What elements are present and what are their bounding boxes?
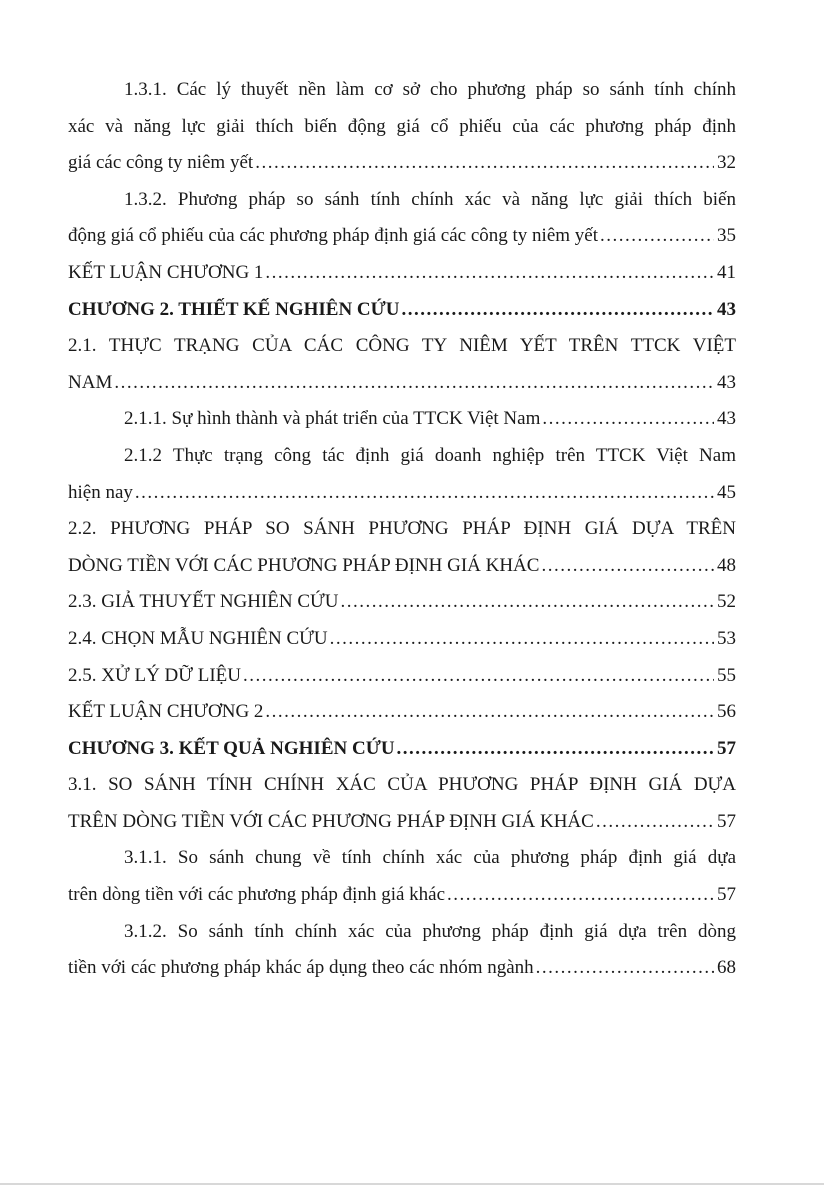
dot-leader bbox=[341, 584, 714, 621]
toc-entry-2-3 bbox=[68, 584, 736, 621]
dot-leader bbox=[542, 401, 714, 438]
dot-leader bbox=[135, 475, 714, 512]
toc-entry-2-5 bbox=[68, 658, 736, 695]
toc-entry-ket-luan-1 bbox=[68, 255, 736, 292]
toc-page-number: 43 bbox=[717, 408, 736, 430]
dot-leader bbox=[402, 292, 715, 329]
toc-page-number: 57 bbox=[717, 737, 736, 759]
toc-entry-2-4 bbox=[68, 621, 736, 658]
toc-entry-text-line: 2.1.2 Thực trạng công tác định giá doanh nghiệp trên TTCK Việt Nam bbox=[124, 444, 736, 466]
toc-entry-title: động giá cổ phiếu của các phương pháp định giá các công ty niêm yết bbox=[68, 225, 599, 247]
toc-entry-text-line: 3.1.1. So sánh chung về tính chính xác của phương pháp định giá dựa bbox=[124, 847, 736, 869]
toc-entry-chuong-2 bbox=[68, 292, 736, 329]
toc-entry-text-line: 2.2. PHƯƠNG PHÁP SO SÁNH PHƯƠNG PHÁP ĐỊNH GIÁ DỰA TRÊN bbox=[68, 518, 736, 540]
toc-page-number: 35 bbox=[717, 225, 736, 247]
dot-leader bbox=[265, 255, 714, 292]
toc-page-number: 55 bbox=[717, 664, 736, 686]
toc-entry-title: 2.3. GIẢ THUYẾT NGHIÊN CỨU bbox=[68, 591, 339, 613]
table-of-contents bbox=[68, 72, 736, 987]
dot-leader bbox=[114, 365, 714, 402]
toc-entry-3-1 bbox=[68, 767, 736, 840]
dot-leader bbox=[243, 658, 714, 695]
toc-entry-text-line: 2.1. THỰC TRẠNG CỦA CÁC CÔNG TY NIÊM YẾT TRÊN TTCK VIỆT bbox=[68, 335, 736, 357]
toc-entry-text-line: 1.3.2. Phương pháp so sánh tính chính xác và năng lực giải thích biến bbox=[124, 188, 736, 210]
toc-entry-text-line: xác và năng lực giải thích biến động giá cổ phiếu của các phương pháp định bbox=[68, 115, 736, 137]
dot-leader bbox=[255, 145, 714, 182]
toc-entry-text-line: 3.1.2. So sánh tính chính xác của phương pháp định giá dựa trên dòng bbox=[124, 920, 736, 942]
toc-page-number: 68 bbox=[717, 957, 736, 979]
toc-page-number: 43 bbox=[717, 371, 736, 393]
toc-entry-2-1-1 bbox=[68, 401, 736, 438]
dot-leader bbox=[596, 804, 714, 841]
toc-entry-text-line: 1.3.1. Các lý thuyết nền làm cơ sở cho phương pháp so sánh tính chính bbox=[124, 79, 736, 100]
dot-leader bbox=[330, 621, 714, 658]
toc-page-number: 53 bbox=[717, 627, 736, 649]
toc-page-number: 41 bbox=[717, 261, 736, 283]
toc-entry-title: TRÊN DÒNG TIỀN VỚI CÁC PHƯƠNG PHÁP ĐỊNH GIÁ KHÁC bbox=[68, 810, 594, 832]
dot-leader bbox=[541, 548, 714, 585]
toc-entry-title: giá các công ty niêm yết bbox=[68, 152, 254, 174]
toc-entry-1-3-2 bbox=[68, 182, 736, 255]
toc-entry-title: KẾT LUẬN CHƯƠNG 1 bbox=[68, 261, 264, 283]
dot-leader bbox=[397, 731, 714, 768]
toc-entry-title: trên dòng tiền với các phương pháp định giá khác bbox=[68, 884, 446, 906]
toc-entry-3-1-1 bbox=[68, 840, 736, 913]
toc-page-number: 45 bbox=[717, 481, 736, 503]
toc-page-number: 56 bbox=[717, 701, 736, 723]
toc-page-number: 48 bbox=[717, 554, 736, 576]
dot-leader bbox=[265, 694, 714, 731]
toc-entry-ket-luan-2 bbox=[68, 694, 736, 731]
toc-entry-title: hiện nay bbox=[68, 481, 133, 503]
toc-entry-title: KẾT LUẬN CHƯƠNG 2 bbox=[68, 701, 264, 723]
toc-entry-2-1-2 bbox=[68, 438, 736, 511]
toc-page-number: 52 bbox=[717, 591, 736, 613]
dot-leader bbox=[600, 218, 714, 255]
toc-page-number: 43 bbox=[717, 298, 736, 320]
toc-entry-title: 2.5. XỬ LÝ DỮ LIỆU bbox=[68, 664, 242, 686]
toc-entry-2-1 bbox=[68, 328, 736, 401]
dot-leader bbox=[447, 877, 714, 914]
toc-entry-chuong-3 bbox=[68, 731, 736, 768]
toc-entry-text-line: 3.1. SO SÁNH TÍNH CHÍNH XÁC CỦA PHƯƠNG PHÁP ĐỊNH GIÁ DỰA bbox=[68, 774, 736, 796]
toc-page-number: 57 bbox=[717, 884, 736, 906]
toc-page-number: 32 bbox=[717, 152, 736, 174]
toc-entry-1-3-1 bbox=[68, 72, 736, 182]
toc-entry-2-2 bbox=[68, 511, 736, 584]
dot-leader bbox=[536, 950, 714, 987]
toc-page-number: 57 bbox=[717, 810, 736, 832]
toc-entry-title: DÒNG TIỀN VỚI CÁC PHƯƠNG PHÁP ĐỊNH GIÁ KHÁC bbox=[68, 554, 540, 576]
toc-entry-title: 2.4. CHỌN MẪU NGHIÊN CỨU bbox=[68, 627, 328, 649]
toc-entry-title: CHƯƠNG 3. KẾT QUẢ NGHIÊN CỨU bbox=[68, 737, 395, 759]
toc-entry-title: CHƯƠNG 2. THIẾT KẾ NGHIÊN CỨU bbox=[68, 298, 400, 320]
toc-entry-title: tiền với các phương pháp khác áp dụng theo các nhóm ngành bbox=[68, 957, 534, 979]
toc-entry-title: NAM bbox=[68, 371, 113, 393]
toc-entry-3-1-2 bbox=[68, 914, 736, 987]
toc-entry-title: 2.1.1. Sự hình thành và phát triển của TTCK Việt Nam bbox=[124, 408, 541, 430]
